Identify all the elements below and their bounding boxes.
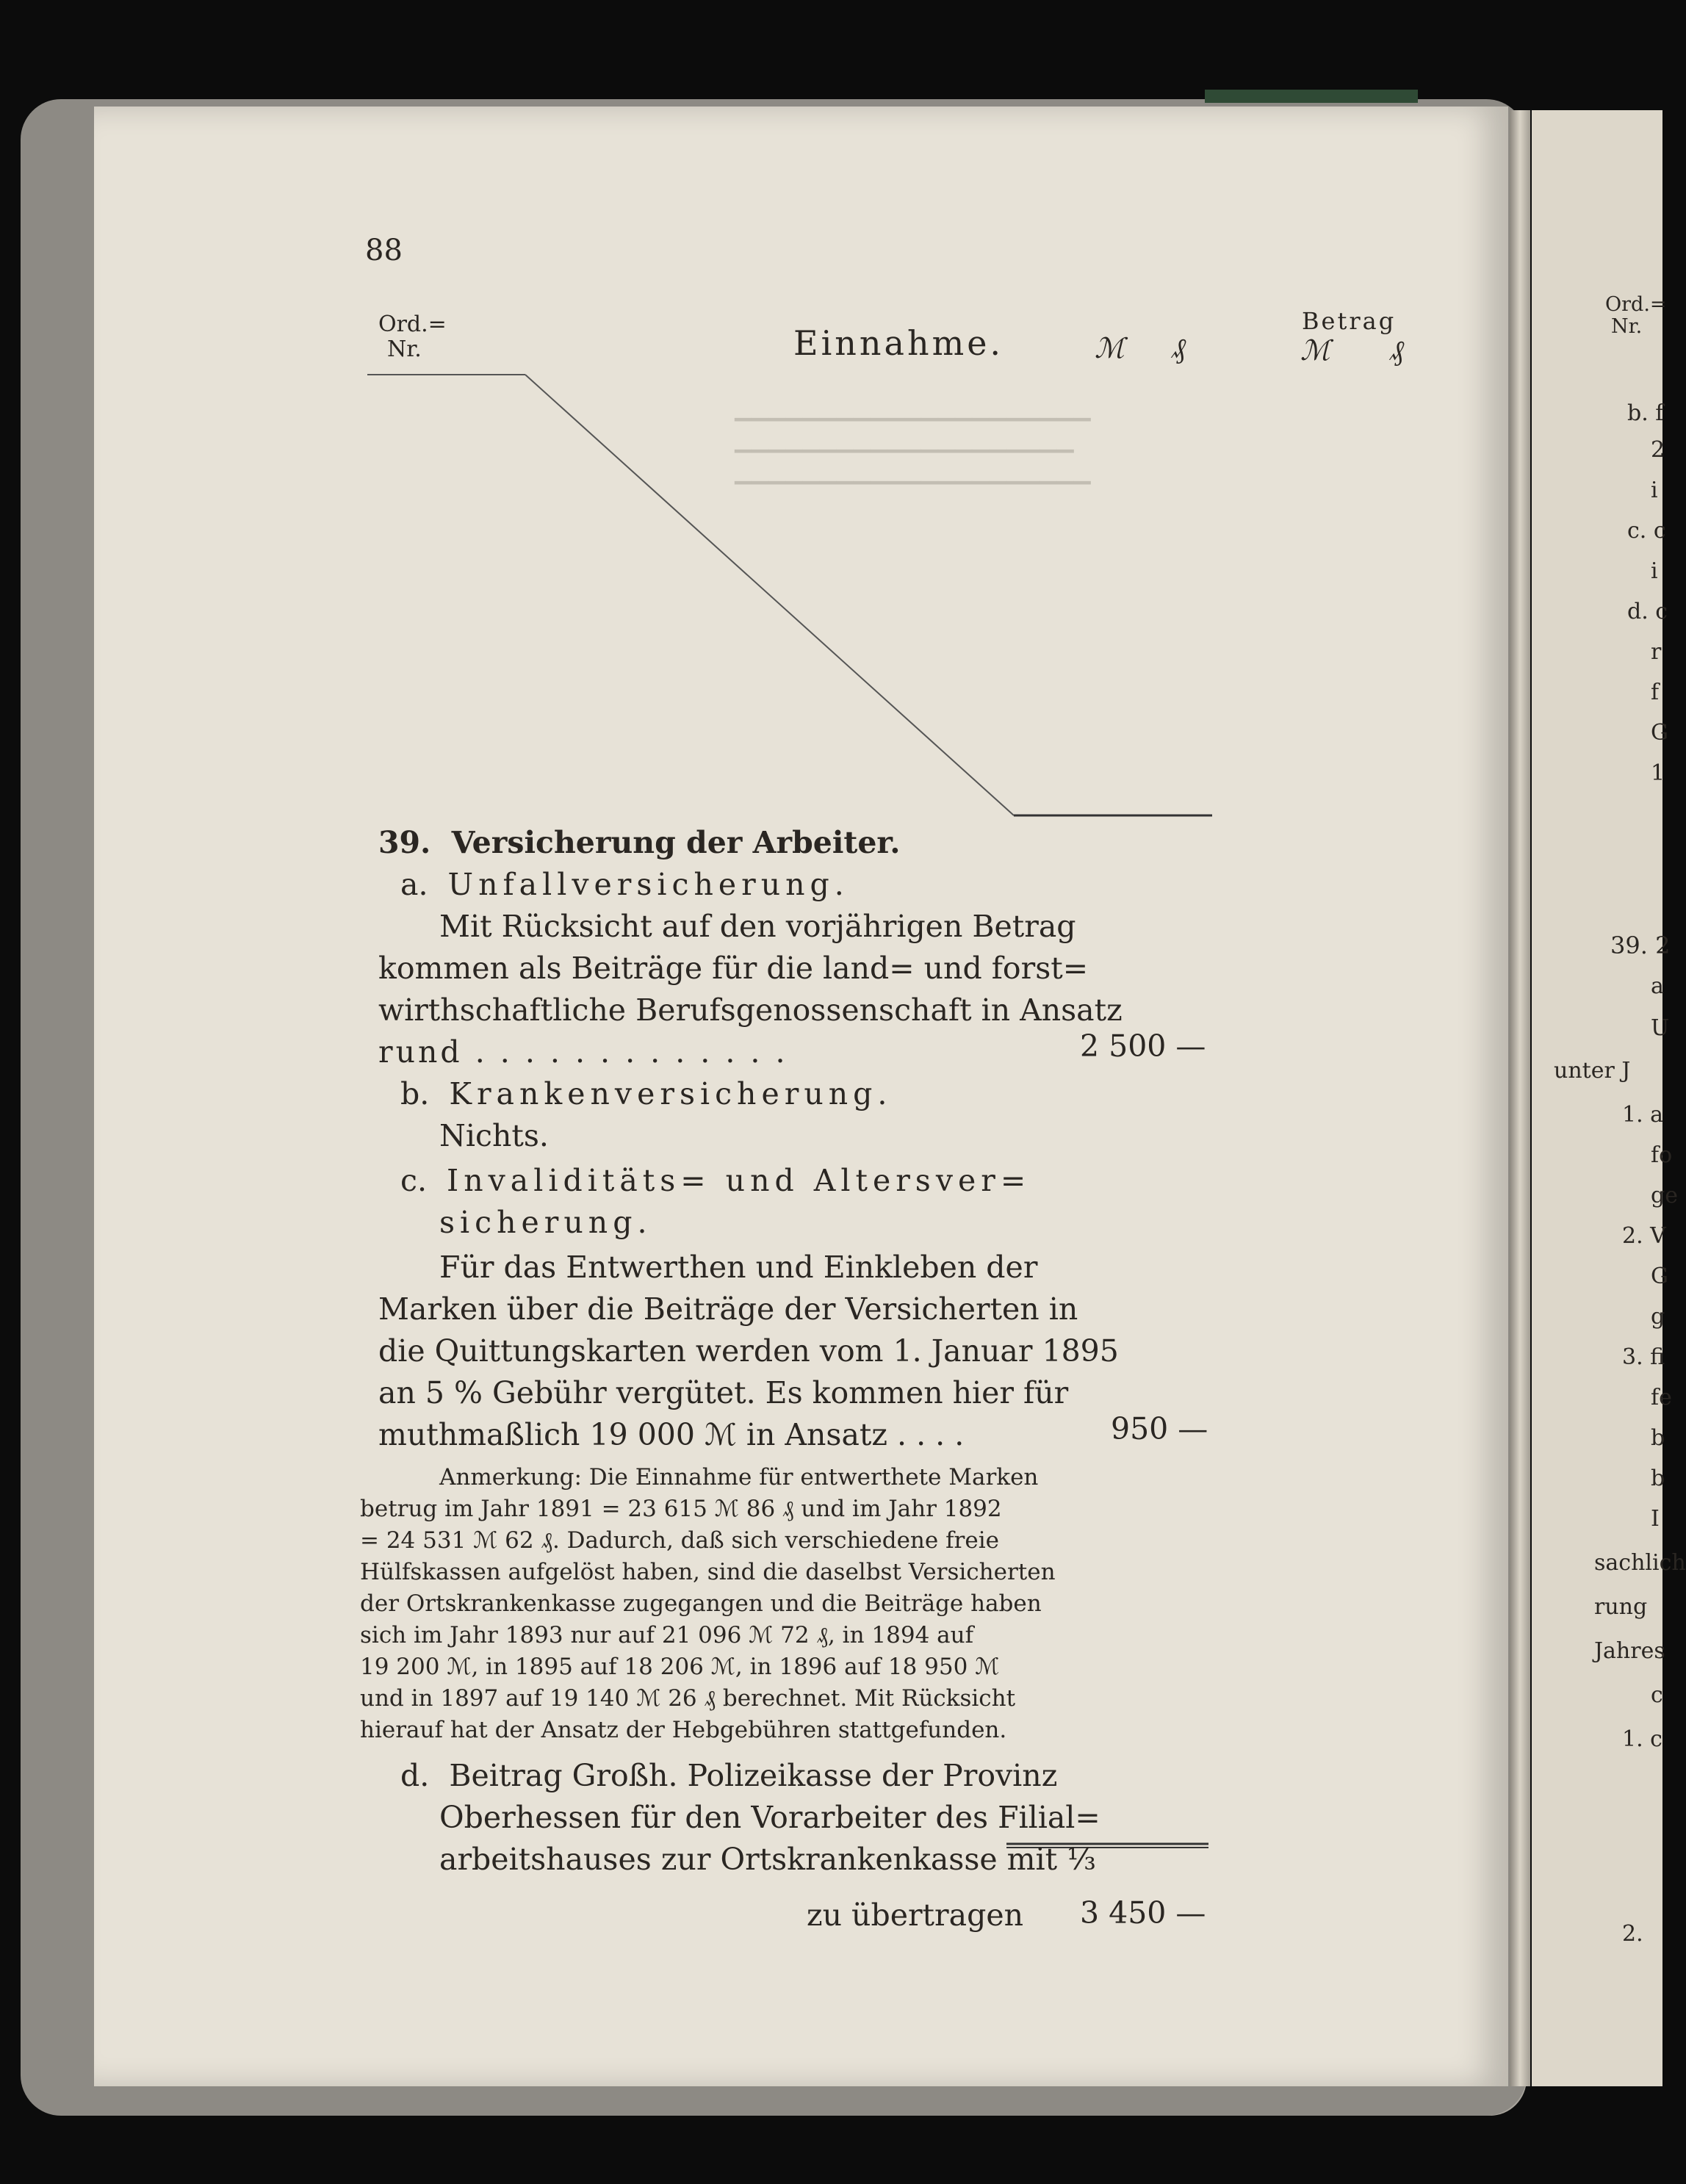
right-fragment-1: b. f: [1627, 400, 1664, 426]
header-betrag: Betrag: [1302, 307, 1397, 335]
right-fragment-9: G: [1651, 720, 1668, 746]
right-fragment-3: i: [1651, 477, 1658, 503]
item-a-title: Unfallversicherung.: [447, 867, 849, 902]
right-fragment-16: fo: [1651, 1142, 1673, 1168]
right-fragment-4: c. c: [1627, 518, 1666, 544]
note-line-4: Hülfskassen aufgelöst haben, sind die daselbst Versicherten: [360, 1559, 1056, 1585]
right-fragment-22: fe: [1651, 1385, 1672, 1410]
note-line-8: und in 1897 auf 19 140 ℳ 26 ₰ berechnet. Mit Rücksicht: [360, 1685, 1016, 1712]
item-a-last-line: rund . . . . . . . . . . . . .: [378, 1034, 788, 1070]
item-a-line-3: wirthschaftliche Berufsgenossenschaft in Ansatz: [378, 992, 1123, 1028]
header-mark-2: ℳ: [1300, 334, 1330, 367]
carry-amount: 3 450 —: [1080, 1895, 1206, 1931]
item-c-line-2: Marken über die Beiträge der Versicherten in: [378, 1291, 1078, 1327]
page-title: Einnahme.: [793, 323, 1004, 363]
note-line-9: hierauf hat der Ansatz der Hebgebühren stattgefunden.: [360, 1717, 1007, 1743]
note-line-5: der Ortskrankenkasse zugegangen und die Beiträge haben: [360, 1590, 1042, 1617]
right-fragment-13: U: [1651, 1015, 1670, 1041]
item-c-title-1: Invaliditäts= und Altersver=: [447, 1163, 1031, 1198]
item-a-amount: 2 500 —: [1080, 1028, 1206, 1064]
header-pfennig-2: ₰: [1390, 334, 1404, 367]
item-b-title: Krankenversicherung.: [449, 1076, 893, 1111]
item-d-letter: d.: [400, 1758, 430, 1793]
header-ord: Ord.=: [378, 311, 447, 337]
right-fragment-8: f: [1651, 680, 1660, 705]
right-fragment-18: 2. V: [1622, 1223, 1666, 1249]
item-d-line-3: arbeitshauses zur Ortskrankenkasse mit ⅓: [439, 1842, 1096, 1877]
right-fragment-11: 39. 2: [1610, 931, 1671, 959]
right-fragment-29: c: [1651, 1682, 1663, 1708]
item-d-heading: [400, 1756, 1057, 1796]
note-line-7: 19 200 ℳ, in 1895 auf 18 206 ℳ, in 1896 auf 18 950 ℳ: [360, 1654, 1000, 1680]
item-c-line-4: an 5 % Gebühr vergütet. Es kommen hier für: [378, 1375, 1069, 1410]
header-nr: Nr.: [387, 336, 422, 362]
item-b-letter: b.: [400, 1076, 430, 1111]
note-line-3: = 24 531 ℳ 62 ₰. Dadurch, daß sich verschiedene freie: [360, 1527, 999, 1554]
carry-label: zu übertragen: [807, 1898, 1023, 1933]
right-fragment-6: d. c: [1627, 599, 1668, 624]
right-fragment-2: 2: [1651, 437, 1665, 463]
right-fragment-28: Jahres: [1594, 1638, 1665, 1664]
item-a-letter: a.: [400, 867, 428, 902]
item-c-letter: c.: [400, 1163, 427, 1198]
right-fragment-12: a: [1651, 973, 1664, 999]
right-nr: Nr.: [1611, 315, 1643, 338]
right-fragment-10: 1: [1651, 760, 1665, 786]
item-c-title-2: sicherung.: [439, 1205, 652, 1240]
right-fragment-5: i: [1651, 558, 1658, 584]
right-fragment-7: r: [1651, 639, 1662, 665]
item-a-line-1: Mit Rücksicht auf den vorjährigen Betrag: [439, 909, 1076, 944]
header-mark: ℳ: [1095, 332, 1125, 364]
item-b-text: Nichts.: [439, 1118, 549, 1153]
item-c-amount: 950 —: [1111, 1411, 1208, 1446]
header-pfennig: ₰: [1172, 332, 1186, 364]
right-ord: Ord.=: [1605, 293, 1667, 316]
item-d-line-2: Oberhessen für den Vorarbeiter des Filial=: [439, 1800, 1100, 1835]
bleed-through: ▁▁▁▁▁▁▁▁▁▁▁▁▁▁▁▁▁▁▁▁▁ ▁▁▁▁▁▁▁▁▁▁▁▁▁▁▁▁▁▁▁▁ ▁▁▁▁▁▁▁▁▁▁▁▁▁▁▁▁▁▁▁▁▁: [735, 396, 1091, 485]
section-39-heading: [378, 823, 901, 863]
right-fragment-14: unter J: [1554, 1058, 1631, 1084]
right-fragment-20: g: [1651, 1304, 1665, 1330]
note-line-1: Anmerkung: Die Einnahme für entwerthete Marken: [439, 1464, 1039, 1491]
right-fragment-15: 1. a: [1622, 1102, 1664, 1128]
item-a-line-2: kommen als Beiträge für die land= und forst=: [378, 951, 1089, 986]
right-fragment-25: I: [1651, 1506, 1660, 1532]
right-fragment-23: b: [1651, 1425, 1665, 1451]
note-line-2: betrug im Jahr 1891 = 23 615 ℳ 86 ₰ und im Jahr 1892: [360, 1496, 1002, 1522]
item-c-heading: [400, 1161, 1031, 1201]
right-fragment-24: b: [1651, 1466, 1665, 1491]
right-fragment-27: rung: [1594, 1594, 1648, 1620]
item-c-line-1: Für das Entwerthen und Einkleben der: [439, 1250, 1038, 1285]
right-fragment-26: sachlich: [1594, 1550, 1686, 1576]
right-fragment-17: ge: [1651, 1183, 1678, 1208]
item-a-heading: [400, 865, 849, 905]
right-fragment-19: G: [1651, 1264, 1668, 1289]
page-number: 88: [365, 234, 403, 267]
right-page: [1532, 110, 1686, 2086]
right-header-ord: [1605, 294, 1667, 338]
item-c-line-3: die Quittungskarten werden vom 1. Januar 1895: [378, 1333, 1119, 1369]
item-d-line-1: Beitrag Großh. Polizeikasse der Provinz: [449, 1758, 1058, 1793]
note-line-6: sich im Jahr 1893 nur auf 21 096 ℳ 72 ₰, in 1894 auf: [360, 1622, 974, 1648]
right-fragment-30: 1. c: [1622, 1726, 1662, 1752]
right-fragment-31: 2.: [1622, 1921, 1643, 1947]
section-39-title: Versicherung der Arbeiter.: [451, 825, 901, 860]
item-c-last-line: muthmaßlich 19 000 ℳ in Ansatz . . . .: [378, 1417, 965, 1452]
right-fragment-21: 3. fi: [1622, 1344, 1665, 1370]
section-39-number: 39.: [378, 825, 431, 860]
item-b-heading: [400, 1074, 892, 1114]
